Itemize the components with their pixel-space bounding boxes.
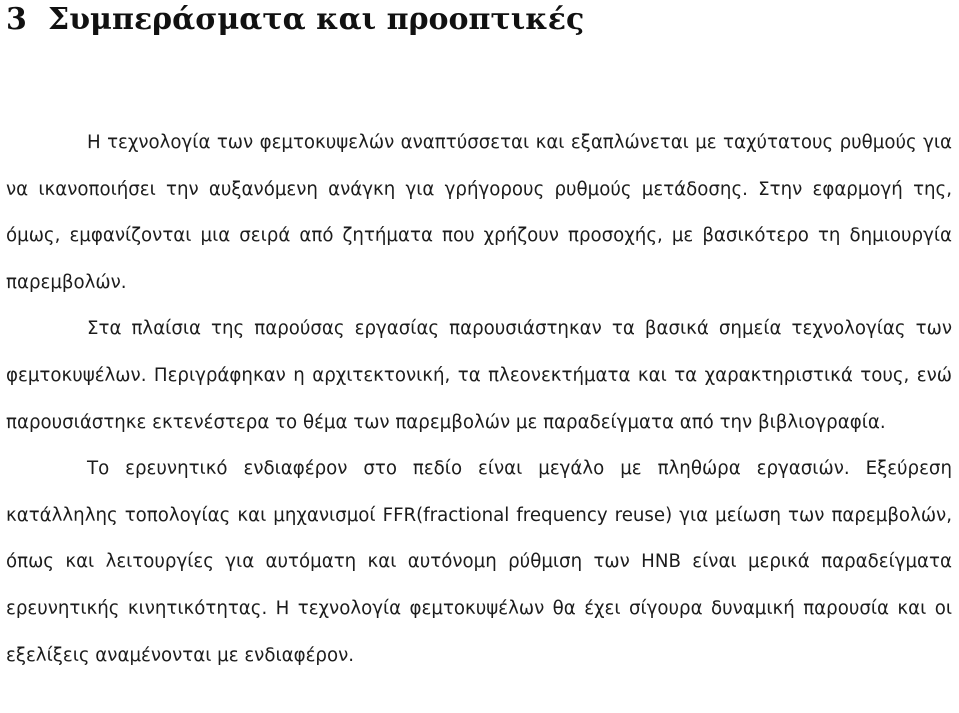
- section-body: [6, 120, 952, 679]
- paragraph-1: Η τεχνολογία των φεμτοκυψελών αναπτύσσεται και εξαπλώνεται με ταχύτατους ρυθμούς για να ικανοποιήσει την αυξανόμενη ανάγκη για γρήγορους ρυθμούς μετάδοσης. Στην εφαρμογή της, όμως, εμφανίζονται μια σειρά από ζητήματα που χρήζουν προσοχής, με βασικότερο τη δημιουργία παρεμβολών.: [6, 132, 952, 293]
- section-title: Συμπεράσματα και προοπτικές: [48, 2, 585, 37]
- paragraph-3: Το ερευνητικό ενδιαφέρον στο πεδίο είναι μεγάλο με πληθώρα εργασιών. Εξεύρεση κατάλληλης τοπολογίας και μηχανισμοί FFR(fractional frequency reuse) για μείωση των παρεμβολών, όπως και λειτουργίες για αυτόματη και αυτόνομη ρύθμιση των HNB είναι μερικά παραδείγματα ερευνητικής κινητικότητας. Η τεχνολογία φεμτοκυψέλων θα έχει σίγουρα δυναμική παρουσία και οι εξελίξεις αναμένονται με ενδιαφέρον.: [6, 458, 952, 666]
- paragraph-2: Στα πλαίσια της παρούσας εργασίας παρουσιάστηκαν τα βασικά σημεία τεχνολογίας των φεμτοκυψέλων. Περιγράφηκαν η αρχιτεκτονική, τα πλεονεκτήματα και τα χαρακτηριστικά τους, ενώ παρουσιάστηκε εκτενέστερα το θέμα των παρεμβολών με παραδείγματα από την βιβλιογραφία.: [6, 318, 952, 433]
- section-heading: [6, 0, 584, 42]
- section-number: 3: [6, 2, 27, 37]
